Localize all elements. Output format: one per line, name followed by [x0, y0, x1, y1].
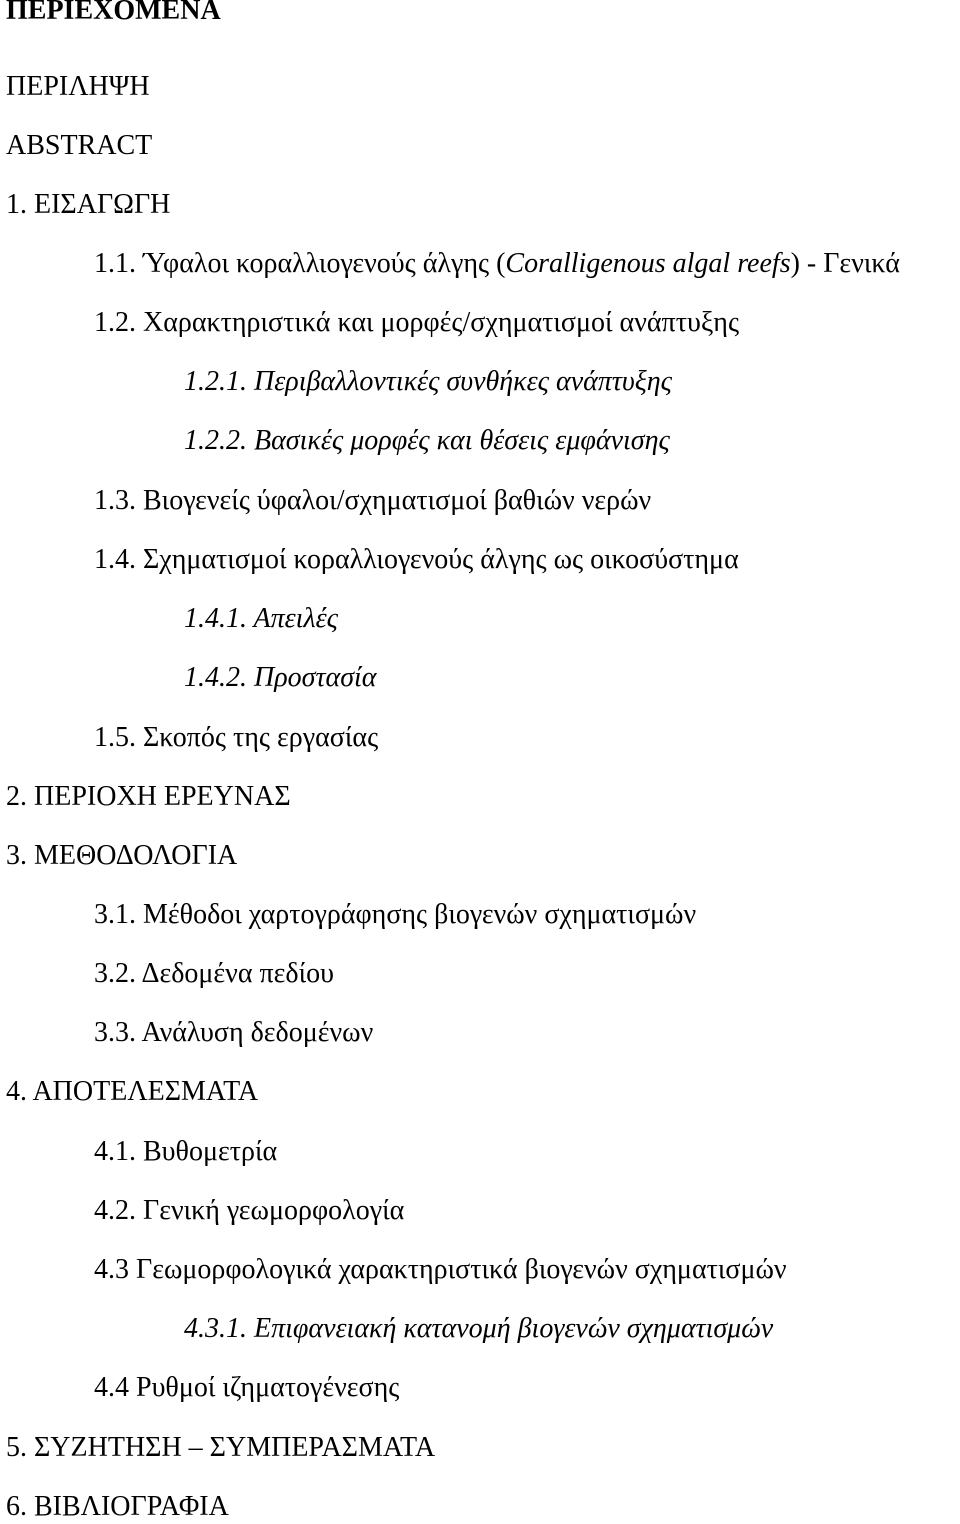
toc-entry-1-1-italic: Coralligenous algal reefs	[505, 248, 791, 279]
toc-entry-3[interactable]: 3. ΜΕΘΟΔΟΛΟΓΙΑ	[6, 840, 238, 871]
toc-entry-1-4-2[interactable]: 1.4.2. Προστασία	[184, 662, 377, 693]
toc-entry-1-1-prefix: 1.1. Ύφαλοι κοραλλιογενούς άλγης (	[94, 248, 506, 279]
toc-entry-4[interactable]: 4. ΑΠΟΤΕΛΕΣΜΑΤΑ	[6, 1076, 259, 1107]
toc-entry-1-4-1[interactable]: 1.4.1. Απειλές	[184, 603, 338, 634]
toc-entry-1-1-suffix: ) - Γενικά	[790, 248, 900, 279]
toc-entry-4-3[interactable]: 4.3 Γεωμορφολογικά χαρακτηριστικά βιογενών σχηματισμών	[94, 1254, 787, 1285]
toc-entry-6[interactable]: 6. ΒΙΒΛΙΟΓΡΑΦΙΑ	[6, 1491, 229, 1522]
toc-entry-3-2[interactable]: 3.2. Δεδομένα πεδίου	[94, 958, 334, 989]
toc-entry-1-4[interactable]: 1.4. Σχηματισμοί κοραλλιογενούς άλγης ως οικοσύστημα	[94, 544, 739, 575]
toc-entry-1-5[interactable]: 1.5. Σκοπός της εργασίας	[94, 722, 379, 753]
toc-entry-4-1[interactable]: 4.1. Βυθομετρία	[94, 1136, 278, 1167]
toc-entry-2[interactable]: 2. ΠΕΡΙΟΧΗ ΕΡΕΥΝΑΣ	[6, 781, 291, 812]
toc-entry-4-3-1[interactable]: 4.3.1. Επιφανειακή κατανομή βιογενών σχηματισμών	[184, 1313, 774, 1344]
toc-entry-perilipsi[interactable]: ΠΕΡΙΛΗΨΗ	[6, 71, 150, 102]
toc-entry-1-2[interactable]: 1.2. Χαρακτηριστικά και μορφές/σχηματισμοί ανάπτυξης	[94, 307, 740, 338]
toc-entry-3-1[interactable]: 3.1. Μέθοδοι χαρτογράφησης βιογενών σχηματισμών	[94, 899, 697, 930]
toc-entry-5[interactable]: 5. ΣΥΖΗΤΗΣΗ – ΣΥΜΠΕΡΑΣΜΑΤΑ	[6, 1432, 436, 1463]
toc-entry-4-2[interactable]: 4.2. Γενική γεωμορφολογία	[94, 1195, 405, 1226]
toc-entry-1-1[interactable]	[94, 247, 900, 281]
toc-entry-1-2-2[interactable]: 1.2.2. Βασικές μορφές και θέσεις εμφάνισης	[184, 425, 670, 456]
toc-entry-1-3[interactable]: 1.3. Βιογενείς ύφαλοι/σχηματισμοί βαθιών νερών	[94, 485, 652, 516]
toc-entry-1[interactable]: 1. ΕΙΣΑΓΩΓΗ	[6, 189, 171, 220]
toc-entry-1-2-1[interactable]: 1.2.1. Περιβαλλοντικές συνθήκες ανάπτυξης	[184, 366, 672, 397]
toc-title: ΠΕΡΙΕΧΟΜΕΝΑ	[6, 0, 221, 26]
toc-entry-abstract[interactable]: ABSTRACT	[6, 130, 153, 161]
toc-entry-3-3[interactable]: 3.3. Ανάλυση δεδομένων	[94, 1017, 374, 1048]
toc-entry-4-4[interactable]: 4.4 Ρυθμοί ιζηματογένεσης	[94, 1372, 400, 1403]
